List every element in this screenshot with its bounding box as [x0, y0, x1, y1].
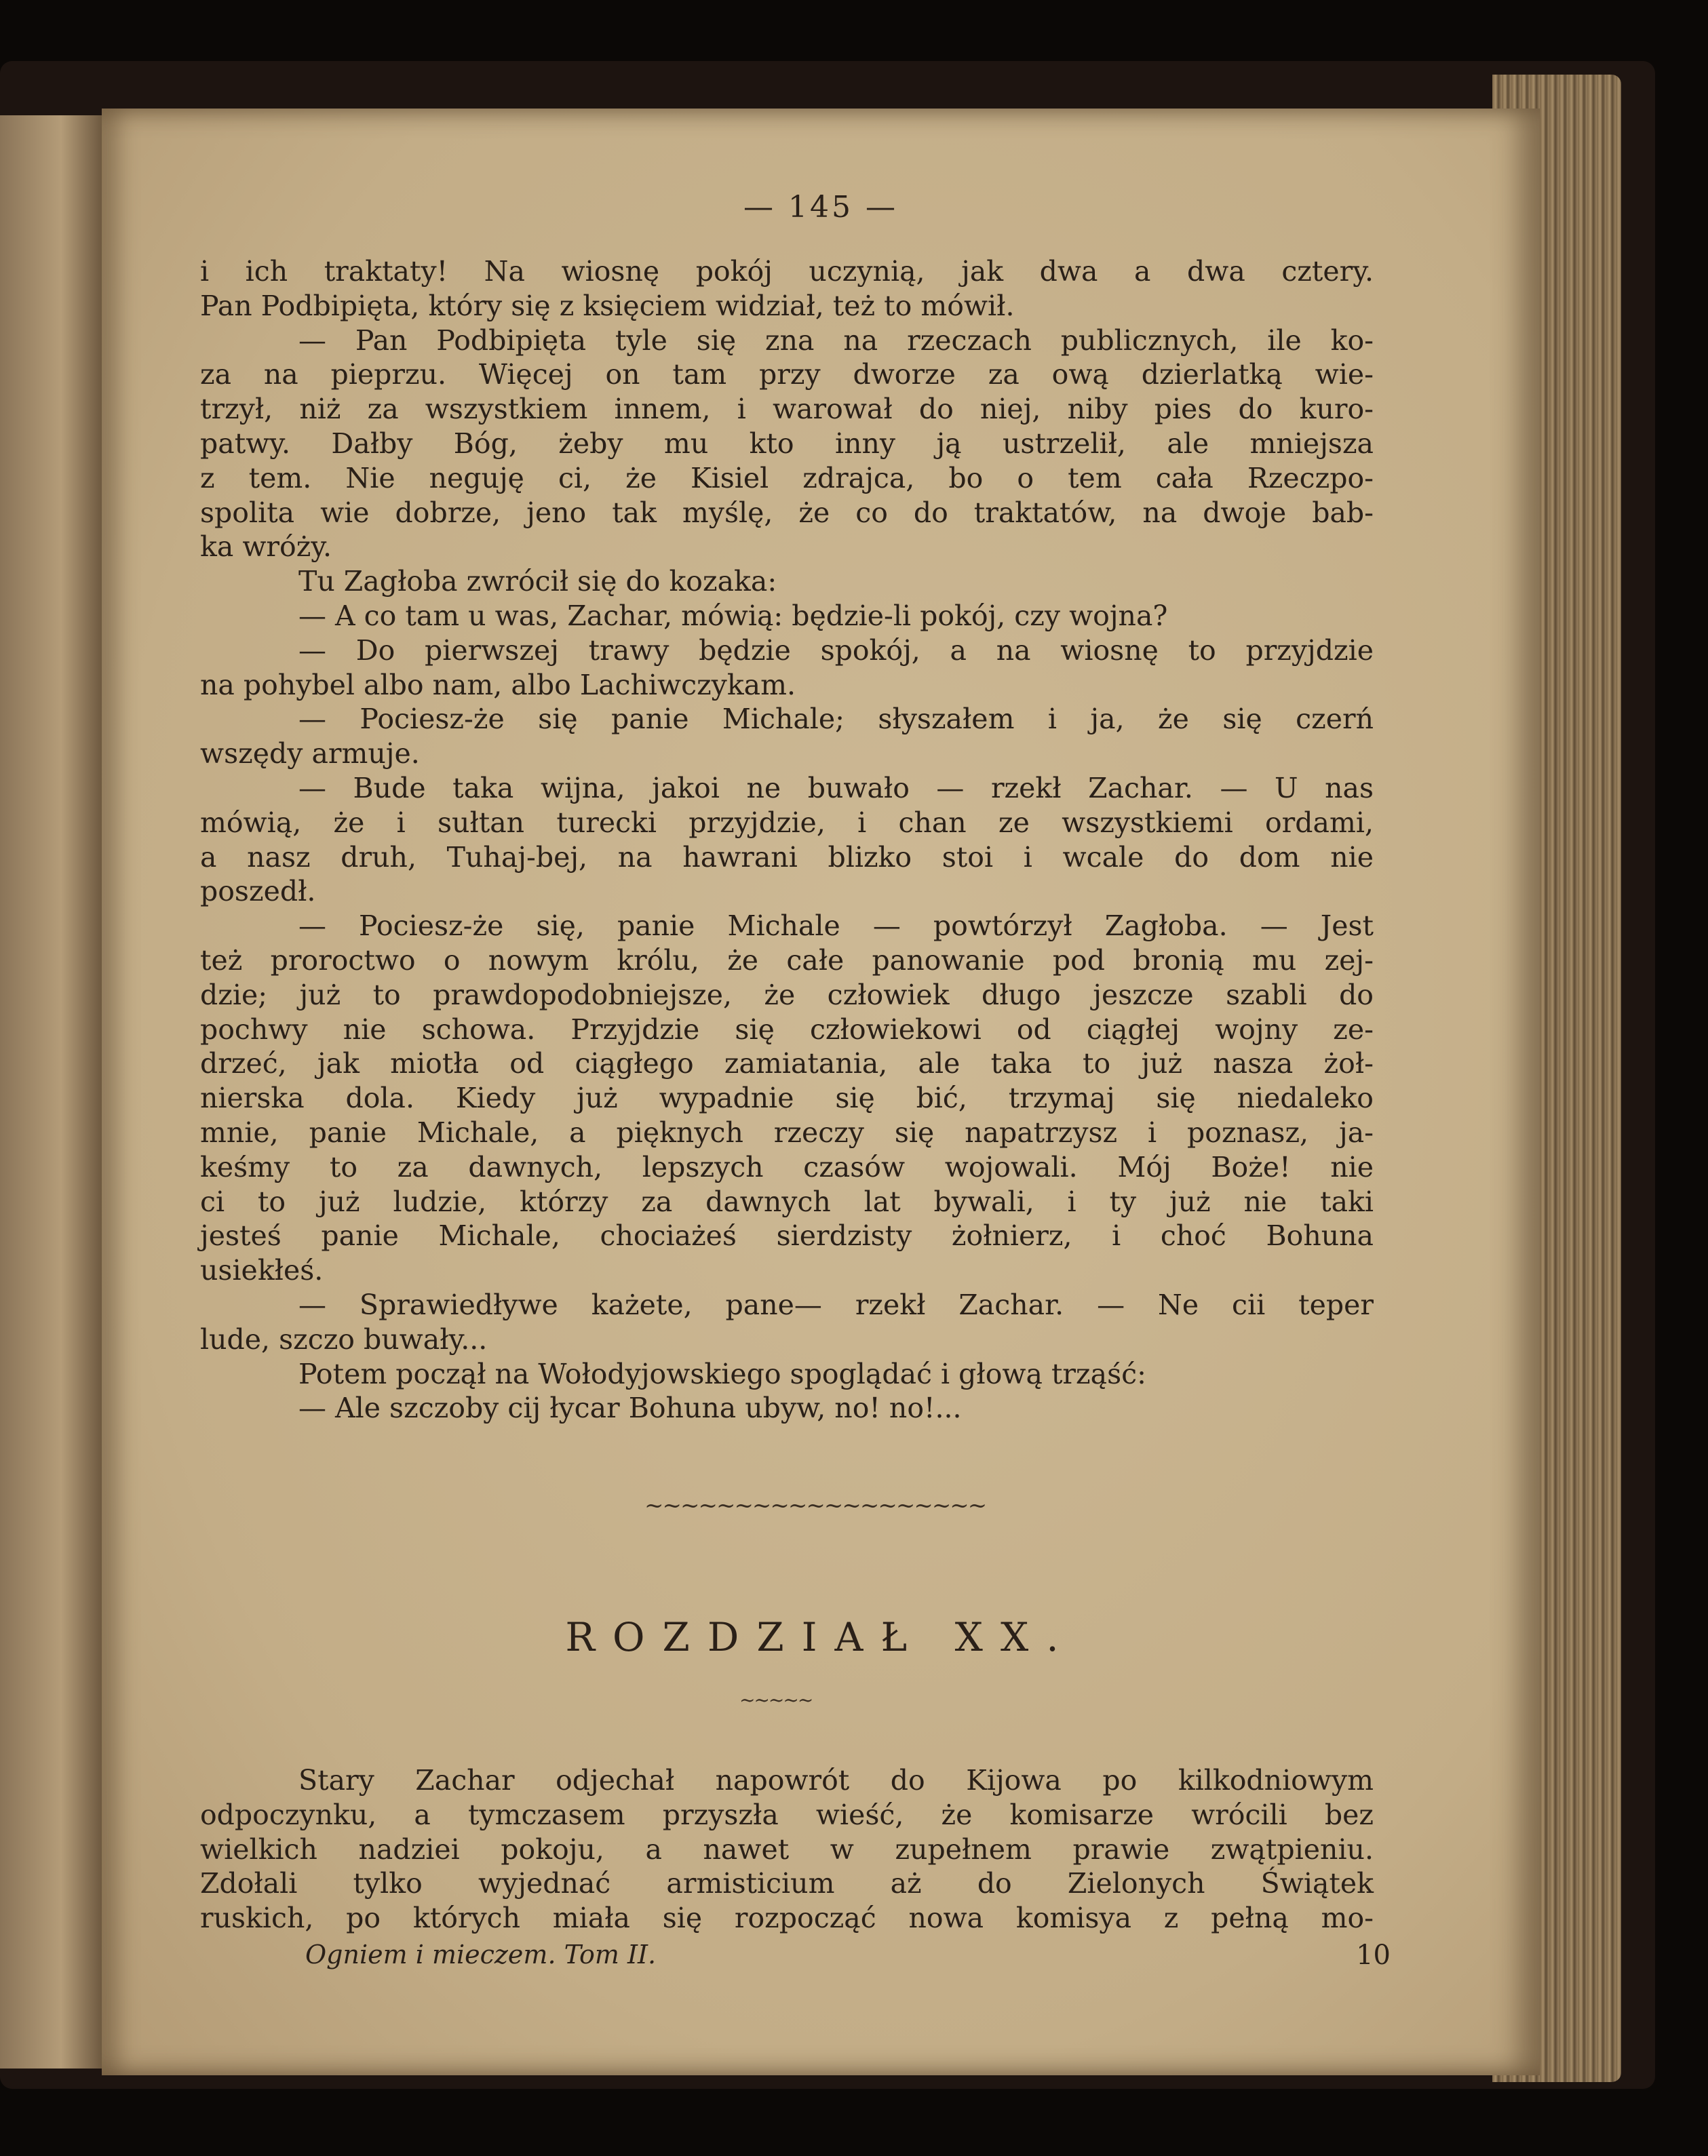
left-page-edge [0, 115, 102, 2069]
text-line: nierska dola. Kiedy już wypadnie się bić, trzymaj się niedaleko [200, 1082, 1374, 1115]
text-line: spolita wie dobrze, jeno tak myślę, że co do traktatów, na dwoje bab- [200, 496, 1374, 529]
text-line: jesteś panie Michale, chociażeś sierdzisty żołnierz, i choć Bohuna [200, 1219, 1374, 1253]
text-line: Zdołali tylko wyjednać armisticium aż do Zielonych Świątek [200, 1867, 1374, 1900]
text-line: patwy. Dałby Bóg, żeby mu kto inny ją ustrzelił, ale mniejsza [200, 427, 1374, 460]
paragraph [200, 599, 1374, 633]
page-footer [305, 1940, 1391, 1969]
paragraph [200, 564, 1374, 599]
text-line: Pan Podbipięta, który się z księciem widział, też to mówił. [200, 289, 1015, 322]
text-line: Potem począł na Wołodyjowskiego spoglądać i głową trząść: [298, 1357, 1146, 1390]
text-line: za na pieprzu. Więcej on tam przy dworze za ową dzierlatką wie- [200, 358, 1374, 391]
text-line: na pohybel albo nam, albo Lachiwczykam. [200, 668, 796, 701]
text-line: a nasz druh, Tuhaj-bej, na hawrani blizko stoi i wcale do dom nie [200, 840, 1374, 874]
text-line: keśmy to za dawnych, lepszych czasów wojowali. Mój Boże! nie [200, 1150, 1374, 1183]
text-line: — A co tam u was, Zachar, mówią: będzie-li pokój, czy wojna? [298, 599, 1168, 632]
paragraph [200, 324, 1374, 565]
text-line: mówią, że i sułtan turecki przyjdzie, i chan ze wszystkiemi ordami, [200, 806, 1374, 839]
paragraph [200, 1391, 1374, 1426]
text-line: Tu Zagłoba zwrócił się do kozaka: [298, 565, 777, 598]
text-line: odpoczynku, a tymczasem przyszła wieść, że komisarze wrócili bez [200, 1798, 1374, 1831]
text-line: — Pociesz-że się panie Michale; słyszałem i ja, że się czerń [298, 703, 1374, 736]
text-line: trzył, niż za wszystkiem innem, i warował do niej, niby pies do kuro- [200, 393, 1374, 426]
text-line: mnie, panie Michale, a pięknych rzeczy się napatrzysz i poznasz, ja- [200, 1116, 1374, 1149]
paragraph [200, 633, 1374, 703]
paragraph [200, 1357, 1374, 1392]
paragraph [200, 909, 1374, 1288]
text-line: — Ale szczoby cij łycar Bohuna ubyw, no! no!... [298, 1392, 962, 1425]
text-line: drzeć, jak miotła od ciągłego zamiatania, ale taka to już nasza żoł- [200, 1047, 1374, 1080]
text-line: i ich traktaty! Na wiosnę pokój uczynią, jak dwa a dwa cztery. [200, 255, 1374, 288]
text-line: z tem. Nie neguję ci, że Kisiel zdrajca, bo o tem cała Rzeczpo- [200, 461, 1374, 494]
text-line: Stary Zachar odjechał napowrót do Kijowa po kilkodniowym [298, 1764, 1374, 1797]
text-line: pochwy nie schowa. Przyjdzie się człowiekowi od ciągłej wojny ze- [200, 1013, 1374, 1046]
text-line: też proroctwo o nowym królu, że całe panowanie pod bronią mu zej- [200, 943, 1374, 977]
text-line: wielkich nadziei pokoju, a nawet w zupełnem prawie zwątpieniu. [200, 1832, 1374, 1866]
paragraph [200, 771, 1374, 909]
text-line: wszędy armuje. [200, 737, 420, 770]
text-line: dzie; już to prawdopodobniejsze, że człowiek długo jeszcze szabli do [200, 978, 1374, 1011]
text-line: ruskich, po których miała się rozpocząć nowa komisya z pełną mo- [200, 1902, 1374, 1935]
page-body [200, 254, 1374, 1426]
text-line: ka wróży. [200, 530, 332, 564]
paragraph [200, 1288, 1374, 1357]
text-line: — Bude taka wijna, jakoi ne buwało — rzekł Zachar. — U nas [298, 771, 1374, 804]
paragraph [200, 254, 1374, 324]
text-line: ci to już ludzie, którzy za dawnych lat bywali, i ty już nie taki [200, 1185, 1374, 1218]
chapter-opening [200, 1763, 1374, 1936]
footer-title: Ogniem i mieczem. Tom II. [305, 1940, 657, 1969]
text-line: poszedł. [200, 875, 316, 908]
text-line: lude, szczo buwały... [200, 1322, 488, 1356]
text-line: — Do pierwszej trawy będzie spokój, a na wiosnę to przyjdzie [298, 633, 1374, 667]
chapter-title: ROZDZIAŁ XX. [565, 1614, 1076, 1660]
paragraph [200, 702, 1374, 771]
page-number: — 145 — [743, 190, 898, 224]
section-ornament: ~~~~~~~~~~~~~~~~~~~ [644, 1492, 986, 1519]
chapter-ornament: ~~~~~ [739, 1689, 813, 1711]
book-page [102, 109, 1540, 2075]
text-line: — Pociesz-że się, panie Michale — powtórzył Zagłoba. — Jest [298, 909, 1374, 943]
signature-mark: 10 [1356, 1940, 1391, 1971]
text-line: usiekłeś. [200, 1254, 324, 1287]
text-line: — Sprawiedływe każete, pane— rzekł Zachar. — Ne cii teper [298, 1288, 1374, 1321]
text-line: — Pan Podbipięta tyle się zna na rzeczach publicznych, ile ko- [298, 324, 1374, 357]
